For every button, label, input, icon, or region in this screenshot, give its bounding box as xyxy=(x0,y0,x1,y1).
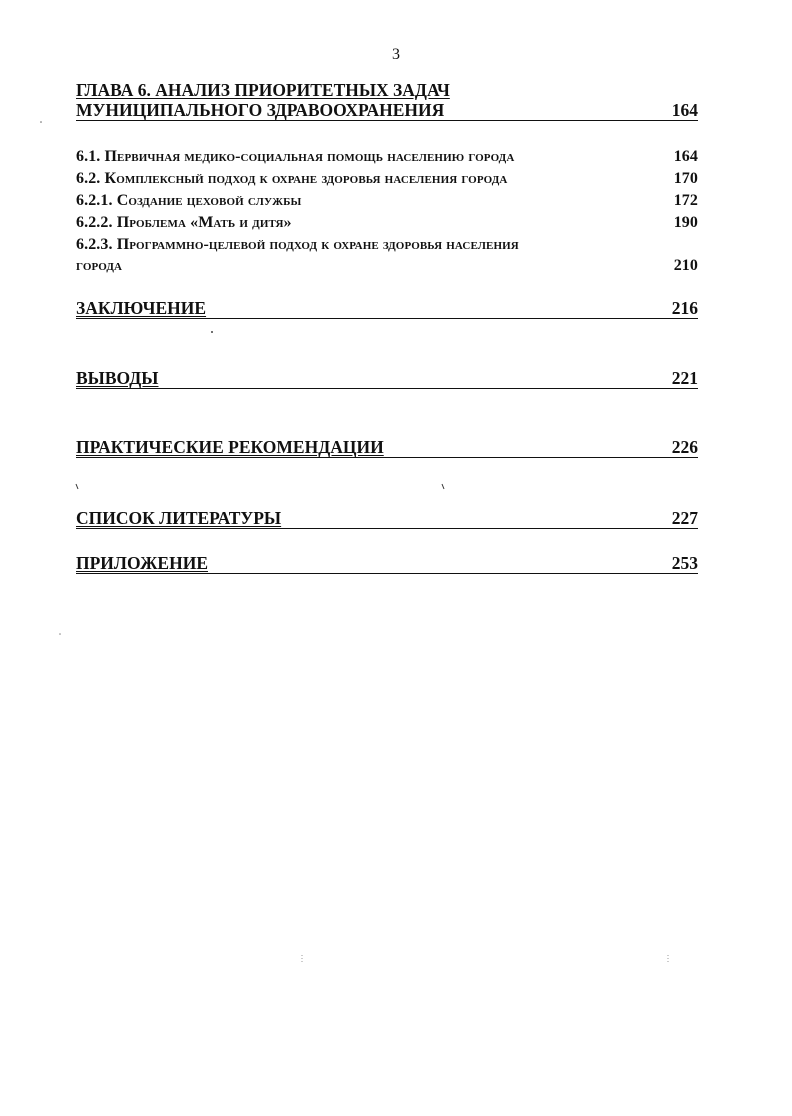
section-page: 164 xyxy=(673,148,698,165)
scan-dot-mark xyxy=(59,633,61,635)
section-page: 210 xyxy=(673,257,698,274)
toc-chapter-references xyxy=(76,508,698,529)
chapter-page: 216 xyxy=(671,298,698,318)
chapter-page: 226 xyxy=(671,437,698,457)
section-page: 172 xyxy=(673,192,698,209)
section-page: 190 xyxy=(673,214,698,231)
toc-section-6-2-3 xyxy=(76,234,698,276)
chapter6-title-line1: ГЛАВА 6. АНАЛИЗ ПРИОРИТЕТНЫХ ЗАДАЧ xyxy=(76,80,450,100)
chapter-title: ЗАКЛЮЧЕНИЕ xyxy=(76,298,207,318)
toc-chapter-appendix xyxy=(76,553,698,574)
section-page: 170 xyxy=(673,170,698,187)
chapter-page: 221 xyxy=(671,368,698,388)
chapter-page: 227 xyxy=(671,508,698,528)
toc-section-6-1 xyxy=(76,146,698,167)
section-title: 6.2.1. Создание цеховой службы xyxy=(76,192,302,209)
chapter-page: 253 xyxy=(671,553,698,573)
section-title-line1: 6.2.3. Программно-целевой подход к охране здоровья населения xyxy=(76,236,519,253)
chapter-title: ПРАКТИЧЕСКИЕ РЕКОМЕНДАЦИИ xyxy=(76,437,384,457)
toc-section-6-2-2 xyxy=(76,212,698,233)
scan-dot-mark xyxy=(40,121,42,123)
page-number: 3 xyxy=(392,46,400,63)
scan-dot-mark xyxy=(211,331,213,333)
chapter-title: ВЫВОДЫ xyxy=(76,368,159,388)
scan-tick-mark xyxy=(442,484,444,489)
toc-chapter-conclusion xyxy=(76,298,698,319)
scan-tick-mark xyxy=(76,484,78,489)
chapter-title: СПИСОК ЛИТЕРАТУРЫ xyxy=(76,508,282,528)
toc-section-6-2 xyxy=(76,168,698,189)
toc-chapter-findings xyxy=(76,368,698,389)
chapter6-title-line2: МУНИЦИПАЛЬНОГО ЗДРАВООХРАНЕНИЯ xyxy=(76,100,445,120)
chapter6-page: 164 xyxy=(671,100,698,120)
chapter-title: ПРИЛОЖЕНИЕ xyxy=(76,553,209,573)
section-title-line2: города xyxy=(76,257,123,274)
chapter6-entry xyxy=(76,100,698,121)
toc-section-6-2-1 xyxy=(76,190,698,211)
section-title: 6.2. Комплексный подход к охране здоровья населения города xyxy=(76,170,508,187)
section-title: 6.1. Первичная медико-социальная помощь населению города xyxy=(76,148,515,165)
toc-chapter-recommendations xyxy=(76,437,698,458)
section-title: 6.2.2. Проблема «Мать и дитя» xyxy=(76,214,292,231)
